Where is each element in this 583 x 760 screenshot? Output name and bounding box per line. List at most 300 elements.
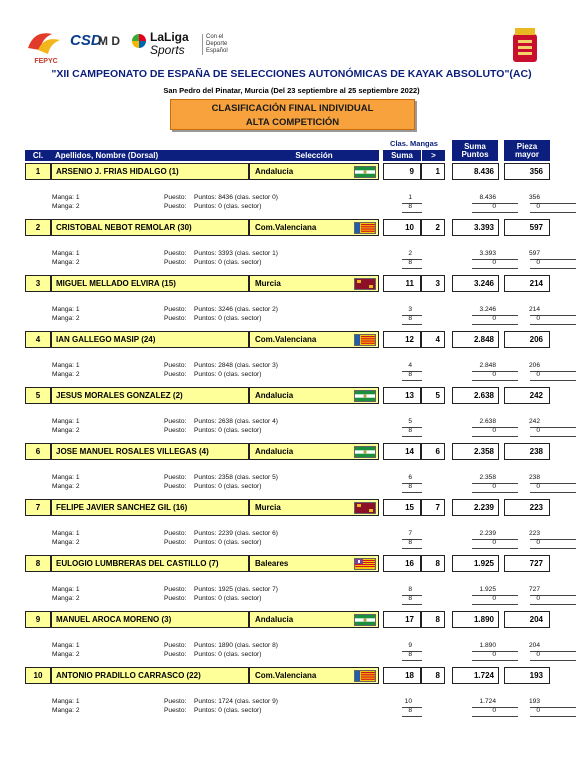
- page-subtitle: San Pedro del Pinatar, Murcia (Del 23 septiembre al 25 septiembre 2022): [163, 86, 420, 95]
- manga-points-info: Puntos: 2358 (clas. sector 5): [194, 474, 278, 481]
- col-header-cl: Cl.: [25, 150, 51, 161]
- pieza-mayor-cell: [504, 499, 550, 516]
- col-header-seleccion: Selección: [249, 150, 379, 161]
- manga-points-info: Puntos: 3393 (clas. sector 1): [194, 250, 278, 257]
- andalucia-flag-icon: [354, 390, 376, 402]
- suma-puntos-cell-text: 2.239: [473, 503, 494, 512]
- suma-puntos-cell-text: 3.393: [473, 223, 494, 232]
- pieza-mayor-cell-text: 238: [529, 447, 543, 456]
- rank-cell: [25, 611, 51, 628]
- rank-cell-text: 10: [33, 671, 43, 680]
- seleccion-cell-text: Com.Valenciana: [255, 223, 317, 232]
- puesto-label: Puesto:: [164, 427, 187, 434]
- manga-pieza: 0: [536, 315, 540, 322]
- manga-points: 2.358: [479, 474, 496, 481]
- rank-cell: [25, 555, 51, 572]
- manga-points-info: Puntos: 2638 (clas. sector 4): [194, 418, 278, 425]
- manga-points-info: Puntos: 0 (clas. sector): [194, 595, 262, 602]
- gt-cell-text: 8: [435, 671, 440, 680]
- murcia-flag-icon: [354, 278, 376, 290]
- rank-cell-text: 2: [35, 223, 41, 232]
- manga-points-info: Puntos: 1724 (clas. sector 9): [194, 698, 278, 705]
- manga-label: Manga: 2: [52, 539, 80, 546]
- athlete-name-cell-text: MIGUEL MELLADO ELVIRA (15): [56, 279, 176, 288]
- divider: [402, 492, 422, 493]
- manga-pieza: 0: [536, 651, 540, 658]
- col-header-gt: >: [422, 150, 445, 161]
- pieza-mayor-cell-text: 242: [529, 391, 543, 400]
- divider: [530, 660, 576, 661]
- manga-pieza: 0: [536, 371, 540, 378]
- suma-cell: [383, 499, 421, 516]
- suma-puntos-cell-text: 2.358: [473, 447, 494, 456]
- athlete-name-cell: [51, 443, 249, 460]
- gt-cell: [421, 331, 445, 348]
- manga-points: 2.848: [479, 362, 496, 369]
- manga-clas: 2: [408, 250, 412, 257]
- manga-points-info: Puntos: 1890 (clas. sector 8): [194, 642, 278, 649]
- puesto-label: Puesto:: [164, 483, 187, 490]
- gt-cell-text: 6: [435, 447, 440, 456]
- divider: [530, 716, 576, 717]
- col-header-pieza-mayor: Pieza mayor: [504, 140, 550, 161]
- manga-clas: 8: [408, 539, 412, 546]
- rank-cell: [25, 667, 51, 684]
- seleccion-cell-text: Murcia: [255, 279, 281, 288]
- manga-label: Manga: 1: [52, 698, 80, 705]
- manga-points-info: Puntos: 3246 (clas. sector 2): [194, 306, 278, 313]
- suma-puntos-cell: [452, 499, 499, 516]
- athlete-name-cell-text: ARSENIO J. FRIAS HIDALGO (1): [56, 167, 179, 176]
- rank-cell-text: 7: [35, 503, 41, 512]
- andalucia-flag-icon: [354, 614, 376, 626]
- athlete-name-cell-text: MANUEL AROCA MORENO (3): [56, 615, 172, 624]
- manga-clas: 8: [408, 259, 412, 266]
- table-row: [25, 555, 550, 572]
- athlete-name-cell-text: JESUS MORALES GONZALEZ (2): [56, 391, 183, 400]
- manga-pieza: 193: [528, 698, 540, 705]
- divider: [402, 716, 422, 717]
- divider: [402, 436, 422, 437]
- manga-points: 2.638: [479, 418, 496, 425]
- table-row: [25, 219, 550, 236]
- puesto-label: Puesto:: [164, 595, 187, 602]
- fepyc-logo: [24, 28, 68, 66]
- athlete-name-cell: [51, 555, 249, 572]
- table-row: [25, 163, 550, 180]
- puesto-label: Puesto:: [164, 250, 187, 257]
- pieza-mayor-cell: [504, 667, 550, 684]
- puesto-label: Puesto:: [164, 530, 187, 537]
- suma-puntos-cell-text: 8.436: [473, 167, 494, 176]
- manga-points: 0: [492, 595, 496, 602]
- suma-cell: [383, 275, 421, 292]
- suma-cell-text: 13: [405, 391, 414, 400]
- divider: [530, 380, 576, 381]
- divider: [530, 212, 576, 213]
- divider: [402, 660, 422, 661]
- seleccion-cell-text: Andalucia: [255, 167, 294, 176]
- puesto-label: Puesto:: [164, 203, 187, 210]
- page-title: "XII CAMPEONATO DE ESPAÑA DE SELECCIONES AUTONÓMICAS DE KAYAK ABSOLUTO"(AC): [51, 68, 532, 80]
- puesto-label: Puesto:: [164, 371, 187, 378]
- laliga-ball-icon: [132, 34, 146, 48]
- manga-label: Manga: 1: [52, 586, 80, 593]
- puesto-label: Puesto:: [164, 259, 187, 266]
- puesto-label: Puesto:: [164, 707, 187, 714]
- manga-points: 0: [492, 371, 496, 378]
- manga-points-info: Puntos: 0 (clas. sector): [194, 707, 262, 714]
- manga-pieza: 727: [528, 586, 540, 593]
- manga-points: 8.436: [479, 194, 496, 201]
- suma-cell-text: 15: [405, 503, 414, 512]
- suma-puntos-cell: [452, 275, 499, 292]
- divider: [472, 436, 518, 437]
- gt-cell: [421, 163, 445, 180]
- rank-cell-text: 6: [35, 447, 41, 456]
- valencia-flag-icon: [354, 334, 376, 346]
- manga-pieza: 242: [528, 418, 540, 425]
- divider: [530, 492, 576, 493]
- andalucia-flag-icon: [354, 166, 376, 178]
- rank-cell: [25, 275, 51, 292]
- puesto-label: Puesto:: [164, 315, 187, 322]
- athlete-name-cell: [51, 611, 249, 628]
- manga-clas: 8: [408, 427, 412, 434]
- divider: [472, 660, 518, 661]
- divider: [530, 324, 576, 325]
- divider: [402, 548, 422, 549]
- gt-cell: [421, 611, 445, 628]
- puesto-label: Puesto:: [164, 418, 187, 425]
- divider: [402, 380, 422, 381]
- manga-label: Manga: 1: [52, 194, 80, 201]
- divider: [402, 324, 422, 325]
- gt-cell-text: 5: [435, 391, 440, 400]
- athlete-name-cell-text: IAN GALLEGO MASIP (24): [56, 335, 156, 344]
- csd-logo: CSD: [70, 32, 102, 49]
- suma-puntos-cell-text: 2.638: [473, 391, 494, 400]
- puesto-label: Puesto:: [164, 194, 187, 201]
- suma-puntos-cell-text: 1.925: [473, 559, 494, 568]
- manga-clas: 5: [408, 418, 412, 425]
- rank-cell: [25, 331, 51, 348]
- divider: [402, 604, 422, 605]
- athlete-name-cell: [51, 387, 249, 404]
- puesto-label: Puesto:: [164, 642, 187, 649]
- divider: [530, 604, 576, 605]
- manga-label: Manga: 2: [52, 707, 80, 714]
- manga-label: Manga: 2: [52, 371, 80, 378]
- header-logos: [24, 28, 564, 66]
- suma-puntos-cell: [452, 611, 499, 628]
- pieza-mayor-cell: [504, 331, 550, 348]
- rank-cell: [25, 499, 51, 516]
- suma-cell-text: 9: [409, 167, 414, 176]
- manga-label: Manga: 2: [52, 595, 80, 602]
- manga-points-info: Puntos: 0 (clas. sector): [194, 371, 262, 378]
- table-row: [25, 387, 550, 404]
- manga-pieza: 0: [536, 539, 540, 546]
- manga-label: Manga: 2: [52, 259, 80, 266]
- manga-clas: 8: [408, 586, 412, 593]
- manga-points-info: Puntos: 2848 (clas. sector 3): [194, 362, 278, 369]
- seleccion-cell-text: Com.Valenciana: [255, 671, 317, 680]
- manga-label: Manga: 2: [52, 203, 80, 210]
- suma-cell: [383, 555, 421, 572]
- gt-cell: [421, 219, 445, 236]
- pieza-mayor-cell-text: 727: [529, 559, 543, 568]
- manga-clas: 7: [408, 530, 412, 537]
- seleccion-cell: [249, 555, 379, 572]
- athlete-name-cell: [51, 275, 249, 292]
- suma-puntos-cell-text: 1.890: [473, 615, 494, 624]
- athlete-name-cell-text: JOSE MANUEL ROSALES VILLEGAS (4): [56, 447, 209, 456]
- table-row: [25, 331, 550, 348]
- divider: [472, 716, 518, 717]
- athlete-name-cell-text: FELIPE JAVIER SANCHEZ GIL (16): [56, 503, 188, 512]
- pieza-mayor-cell: [504, 163, 550, 180]
- manga-pieza: 0: [536, 707, 540, 714]
- suma-cell: [383, 219, 421, 236]
- pieza-mayor-cell-text: 223: [529, 503, 543, 512]
- divider: [472, 380, 518, 381]
- gt-cell-text: 7: [435, 503, 440, 512]
- seleccion-cell: [249, 163, 379, 180]
- manga-points: 3.246: [479, 306, 496, 313]
- manga-points-info: Puntos: 1925 (clas. sector 7): [194, 586, 278, 593]
- puesto-label: Puesto:: [164, 362, 187, 369]
- divider: [530, 436, 576, 437]
- table-row: [25, 667, 550, 684]
- table-row: [25, 611, 550, 628]
- pieza-mayor-cell: [504, 611, 550, 628]
- manga-points: 3.393: [479, 250, 496, 257]
- manga-points: 0: [492, 259, 496, 266]
- svg-text:FEPYC: FEPYC: [34, 58, 58, 65]
- suma-puntos-cell: [452, 667, 499, 684]
- divider: [530, 268, 576, 269]
- divider: [472, 548, 518, 549]
- manga-points-info: Puntos: 0 (clas. sector): [194, 315, 262, 322]
- manga-pieza: 0: [536, 427, 540, 434]
- manga-label: Manga: 2: [52, 651, 80, 658]
- rank-cell: [25, 387, 51, 404]
- manga-points: 2.239: [479, 530, 496, 537]
- manga-label: Manga: 1: [52, 306, 80, 313]
- suma-puntos-cell-text: 3.246: [473, 279, 494, 288]
- manga-pieza: 0: [536, 483, 540, 490]
- seleccion-cell-text: Andalucia: [255, 391, 294, 400]
- puesto-label: Puesto:: [164, 474, 187, 481]
- suma-cell: [383, 667, 421, 684]
- suma-cell-text: 10: [405, 223, 414, 232]
- rank-cell-text: 1: [35, 167, 41, 176]
- col-header-name: Apellidos, Nombre (Dorsal): [51, 150, 249, 161]
- suma-cell-text: 14: [405, 447, 414, 456]
- table-row: [25, 443, 550, 460]
- pieza-mayor-cell: [504, 275, 550, 292]
- pieza-mayor-cell-text: 597: [529, 223, 543, 232]
- manga-points: 1.890: [479, 642, 496, 649]
- pieza-mayor-cell: [504, 443, 550, 460]
- manga-clas: 8: [408, 203, 412, 210]
- manga-label: Manga: 1: [52, 250, 80, 257]
- pieza-mayor-cell: [504, 387, 550, 404]
- manga-points: 0: [492, 483, 496, 490]
- suma-cell-text: 17: [405, 615, 414, 624]
- suma-puntos-cell: [452, 163, 499, 180]
- seleccion-cell-text: Com.Valenciana: [255, 335, 317, 344]
- manga-points-info: Puntos: 0 (clas. sector): [194, 483, 262, 490]
- col-header-clas-mangas: Clas. Mangas: [390, 139, 438, 148]
- manga-points: 0: [492, 203, 496, 210]
- suma-cell-text: 12: [405, 335, 414, 344]
- suma-cell: [383, 331, 421, 348]
- manga-label: Manga: 1: [52, 362, 80, 369]
- table-row: [25, 499, 550, 516]
- manga-clas: 8: [408, 483, 412, 490]
- divider: [402, 268, 422, 269]
- manga-pieza: 223: [528, 530, 540, 537]
- manga-points-info: Puntos: 8436 (clas. sector 0): [194, 194, 278, 201]
- manga-points: 0: [492, 427, 496, 434]
- pieza-mayor-cell-text: 204: [529, 615, 543, 624]
- table-row: [25, 275, 550, 292]
- divider: [472, 324, 518, 325]
- seleccion-cell-text: Murcia: [255, 503, 281, 512]
- puesto-label: Puesto:: [164, 306, 187, 313]
- manga-label: Manga: 1: [52, 418, 80, 425]
- suma-cell: [383, 163, 421, 180]
- manga-label: Manga: 1: [52, 530, 80, 537]
- seleccion-cell: [249, 443, 379, 460]
- suma-puntos-cell-text: 1.724: [473, 671, 494, 680]
- pieza-mayor-cell-text: 193: [529, 671, 543, 680]
- manga-clas: 8: [408, 707, 412, 714]
- manga-points-info: Puntos: 0 (clas. sector): [194, 427, 262, 434]
- manga-label: Manga: 2: [52, 483, 80, 490]
- athlete-name-cell-text: CRISTOBAL NEBOT REMOLAR (30): [56, 223, 192, 232]
- seleccion-cell: [249, 387, 379, 404]
- manga-pieza: 0: [536, 203, 540, 210]
- suma-cell-text: 11: [405, 279, 414, 288]
- manga-clas: 3: [408, 306, 412, 313]
- manga-clas: 1: [408, 194, 412, 201]
- md-logo: M D: [98, 34, 120, 48]
- manga-label: Manga: 1: [52, 642, 80, 649]
- suma-puntos-cell-text: 2.848: [473, 335, 494, 344]
- gt-cell-text: 3: [435, 279, 440, 288]
- manga-points-info: Puntos: 2239 (clas. sector 6): [194, 530, 278, 537]
- seleccion-cell: [249, 331, 379, 348]
- rank-cell-text: 3: [35, 279, 41, 288]
- manga-pieza: 597: [528, 250, 540, 257]
- seleccion-cell-text: Andalucia: [255, 447, 294, 456]
- rank-cell-text: 8: [35, 559, 41, 568]
- suma-cell: [383, 387, 421, 404]
- puesto-label: Puesto:: [164, 651, 187, 658]
- athlete-name-cell: [51, 331, 249, 348]
- seleccion-cell: [249, 499, 379, 516]
- classification-banner: CLASIFICACIÓN FINAL INDIVIDUAL ALTA COMPETICIÓN: [170, 99, 415, 130]
- andalucia-flag-icon: [354, 446, 376, 458]
- puesto-label: Puesto:: [164, 586, 187, 593]
- athlete-name-cell: [51, 667, 249, 684]
- rank-cell-text: 9: [35, 615, 41, 624]
- deporte-espanol-logo: Con el Deporte Español: [202, 34, 228, 55]
- suma-cell: [383, 443, 421, 460]
- divider: [402, 212, 422, 213]
- suma-puntos-cell: [452, 219, 499, 236]
- col-header-suma-puntos: Suma Puntos: [452, 140, 498, 161]
- col-header-suma: Suma: [383, 150, 421, 161]
- manga-points: 1.724: [479, 698, 496, 705]
- athlete-name-cell: [51, 163, 249, 180]
- seleccion-cell: [249, 667, 379, 684]
- athlete-name-cell: [51, 499, 249, 516]
- suma-puntos-cell: [452, 443, 499, 460]
- puesto-label: Puesto:: [164, 539, 187, 546]
- divider: [472, 492, 518, 493]
- manga-label: Manga: 2: [52, 427, 80, 434]
- athlete-name-cell: [51, 219, 249, 236]
- gt-cell: [421, 555, 445, 572]
- manga-label: Manga: 1: [52, 474, 80, 481]
- manga-clas: 8: [408, 315, 412, 322]
- gt-cell: [421, 387, 445, 404]
- murcia-flag-icon: [354, 502, 376, 514]
- manga-pieza: 0: [536, 259, 540, 266]
- pieza-mayor-cell: [504, 555, 550, 572]
- manga-points-info: Puntos: 0 (clas. sector): [194, 539, 262, 546]
- pieza-mayor-cell-text: 356: [529, 167, 543, 176]
- manga-clas: 4: [408, 362, 412, 369]
- manga-pieza: 204: [528, 642, 540, 649]
- pieza-mayor-cell-text: 214: [529, 279, 543, 288]
- manga-points: 0: [492, 651, 496, 658]
- gt-cell-text: 1: [435, 167, 440, 176]
- rank-cell: [25, 219, 51, 236]
- manga-points: 0: [492, 539, 496, 546]
- suma-cell-text: 18: [405, 671, 414, 680]
- seleccion-cell: [249, 611, 379, 628]
- manga-clas: 9: [408, 642, 412, 649]
- gt-cell: [421, 443, 445, 460]
- laliga-sports-logo: LaLiga Sports: [132, 30, 222, 62]
- manga-clas: 8: [408, 651, 412, 658]
- seleccion-cell: [249, 275, 379, 292]
- manga-pieza: 356: [528, 194, 540, 201]
- rank-cell-text: 5: [35, 391, 41, 400]
- seleccion-cell-text: Baleares: [255, 559, 289, 568]
- manga-points-info: Puntos: 0 (clas. sector): [194, 651, 262, 658]
- manga-clas: 8: [408, 595, 412, 602]
- gt-cell-text: 2: [435, 223, 440, 232]
- valencia-flag-icon: [354, 222, 376, 234]
- gt-cell-text: 4: [435, 335, 440, 344]
- manga-points: 0: [492, 707, 496, 714]
- suma-cell-text: 16: [405, 559, 414, 568]
- rank-cell: [25, 443, 51, 460]
- athlete-name-cell-text: ANTONIO PRADILLO CARRASCO (22): [56, 671, 201, 680]
- suma-cell: [383, 611, 421, 628]
- divider: [472, 604, 518, 605]
- manga-pieza: 0: [536, 595, 540, 602]
- baleares-flag-icon: [354, 558, 376, 570]
- gt-cell: [421, 499, 445, 516]
- pieza-mayor-cell-text: 206: [529, 335, 543, 344]
